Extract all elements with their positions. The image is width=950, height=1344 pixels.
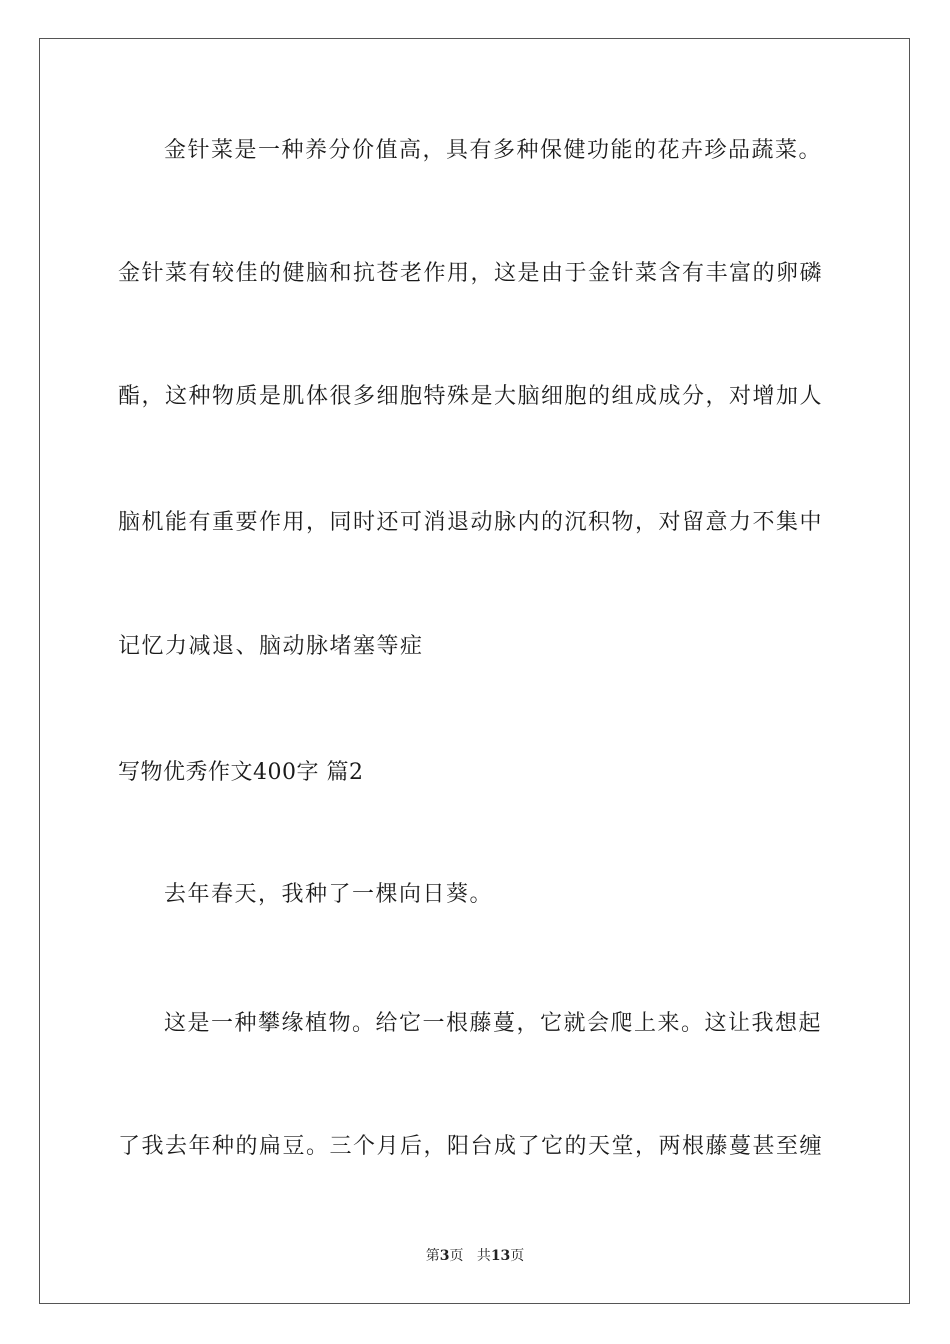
section-heading: 写物优秀作文400字 篇2: [118, 760, 364, 785]
paragraph-line: 金针菜有较佳的健脑和抗苍老作用，这是由于金针菜含有丰富的卵磷: [118, 261, 824, 286]
footer-page-suffix: 页: [449, 1248, 464, 1264]
footer-total-prefix: 共: [476, 1248, 491, 1264]
total-page-count: 13: [490, 1248, 511, 1264]
paragraph-line: 去年春天，我种了一棵向日葵。: [164, 882, 494, 907]
footer-prefix: 第: [425, 1248, 440, 1264]
paragraph-line: 这是一种攀缘植物。给它一根藤蔓，它就会爬上来。这让我想起: [164, 1011, 823, 1036]
paragraph-line: 脑机能有重要作用，同时还可消退动脉内的沉积物，对留意力不集中: [118, 510, 824, 535]
current-page-number: 3: [439, 1248, 450, 1264]
paragraph-line: 记忆力减退、脑动脉堵塞等症: [118, 634, 424, 659]
paragraph-line: 了我去年种的扁豆。三个月后，阳台成了它的天堂，两根藤蔓甚至缠: [118, 1134, 824, 1159]
page-footer: [0, 1246, 950, 1266]
paragraph-line: 金针菜是一种养分价值高，具有多种保健功能的花卉珍品蔬菜。: [164, 138, 823, 163]
page-border: [39, 38, 910, 1304]
footer-total-suffix: 页: [510, 1248, 525, 1264]
paragraph-line: 酯，这种物质是肌体很多细胞特殊是大脑细胞的组成成分，对增加人: [118, 384, 824, 409]
